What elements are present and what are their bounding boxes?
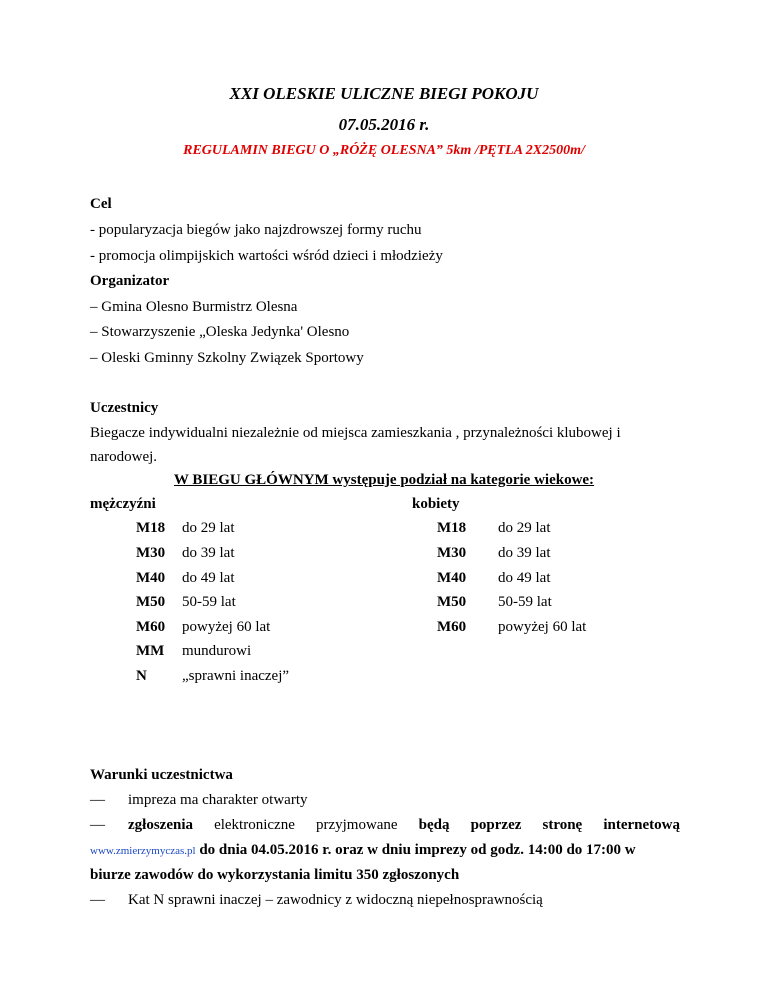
women-category-desc: 50-59 lat	[498, 594, 552, 610]
women-category-code: M50	[437, 594, 467, 610]
word: elektroniczne	[214, 817, 295, 833]
men-category-code: M60	[136, 619, 166, 635]
registration-link[interactable]: www.zmierzymyczas.pl	[90, 845, 196, 857]
word: poprzez	[470, 817, 522, 833]
registration-deadline: do dnia 04.05.2016 r. oraz w dniu imprezy od godz. 14:00 do 17:00 w	[199, 842, 636, 858]
bullet-dash: —	[90, 817, 105, 833]
uczestnicy-heading: Uczestnicy	[90, 400, 159, 416]
men-category-desc: do 29 lat	[182, 520, 235, 536]
men-category-desc: mundurowi	[182, 643, 252, 659]
word: będą	[418, 817, 450, 833]
men-category-code: M40	[136, 570, 166, 586]
regulation-subtitle: REGULAMIN BIEGU O „RÓŻĘ OLESNA” 5km /PĘTLA 2X2500m/	[183, 143, 585, 158]
warunki-item: Kat N sprawni inaczej – zawodnicy z widoczną niepełnosprawnością	[128, 892, 543, 908]
women-category-code: M40	[437, 570, 467, 586]
cel-heading: Cel	[90, 196, 112, 212]
organizator-heading: Organizator	[90, 273, 170, 289]
warunki-item-cont	[90, 842, 636, 859]
men-category-desc: powyżej 60 lat	[182, 619, 271, 635]
women-category-code: M60	[437, 619, 467, 635]
men-category-code: MM	[136, 643, 165, 659]
bullet-dash: —	[90, 792, 105, 808]
women-category-desc: powyżej 60 lat	[498, 619, 587, 635]
men-category-code: M18	[136, 520, 166, 536]
women-category-desc: do 49 lat	[498, 570, 551, 586]
organizator-item: – Stowarzyszenie „Oleska Jedynka' Olesno	[90, 324, 350, 340]
cel-item: - promocja olimpijskich wartości wśród dzieci i młodzieży	[90, 248, 443, 264]
men-category-code: N	[136, 668, 147, 684]
women-heading: kobiety	[412, 496, 460, 512]
men-category-code: M30	[136, 545, 166, 561]
warunki-item: impreza ma charakter otwarty	[128, 792, 308, 808]
uczestnicy-text: Biegacze indywidualni niezależnie od miejsca zamieszkania , przynależności klubowej i	[90, 425, 621, 441]
organizator-item: – Oleski Gminny Szkolny Związek Sportowy	[90, 350, 364, 366]
women-category-code: M18	[437, 520, 467, 536]
word: przyjmowane	[315, 817, 398, 833]
event-date: 07.05.2016 r.	[338, 115, 430, 134]
women-category-desc: do 29 lat	[498, 520, 551, 536]
cel-item: - popularyzacja biegów jako najzdrowszej formy ruchu	[90, 222, 422, 238]
women-category-code: M30	[437, 545, 467, 561]
word: stronę	[542, 817, 583, 833]
organizator-item: – Gmina Olesno Burmistrz Olesna	[90, 299, 298, 315]
men-category-desc: „sprawni inaczej”	[182, 668, 290, 684]
men-category-desc: do 49 lat	[182, 570, 235, 586]
men-category-code: M50	[136, 594, 166, 610]
document-title: XXI OLESKIE ULICZNE BIEGI POKOJU	[229, 84, 539, 103]
warunki-item-cont: biurze zawodów do wykorzystania limitu 350 zgłoszonych	[90, 867, 460, 883]
women-category-desc: do 39 lat	[498, 545, 551, 561]
men-heading: mężczyźni	[90, 496, 156, 512]
categories-heading: W BIEGU GŁÓWNYM występuje podział na kategorie wiekowe:	[173, 472, 595, 488]
warunki-heading: Warunki uczestnictwa	[90, 767, 233, 783]
uczestnicy-text: narodowej.	[90, 449, 158, 465]
warunki-item-justified	[128, 817, 680, 834]
men-category-desc: 50-59 lat	[182, 594, 236, 610]
bullet-dash: —	[90, 892, 105, 908]
word: zgłoszenia	[128, 817, 193, 833]
men-category-desc: do 39 lat	[182, 545, 235, 561]
word: internetową	[603, 817, 680, 833]
